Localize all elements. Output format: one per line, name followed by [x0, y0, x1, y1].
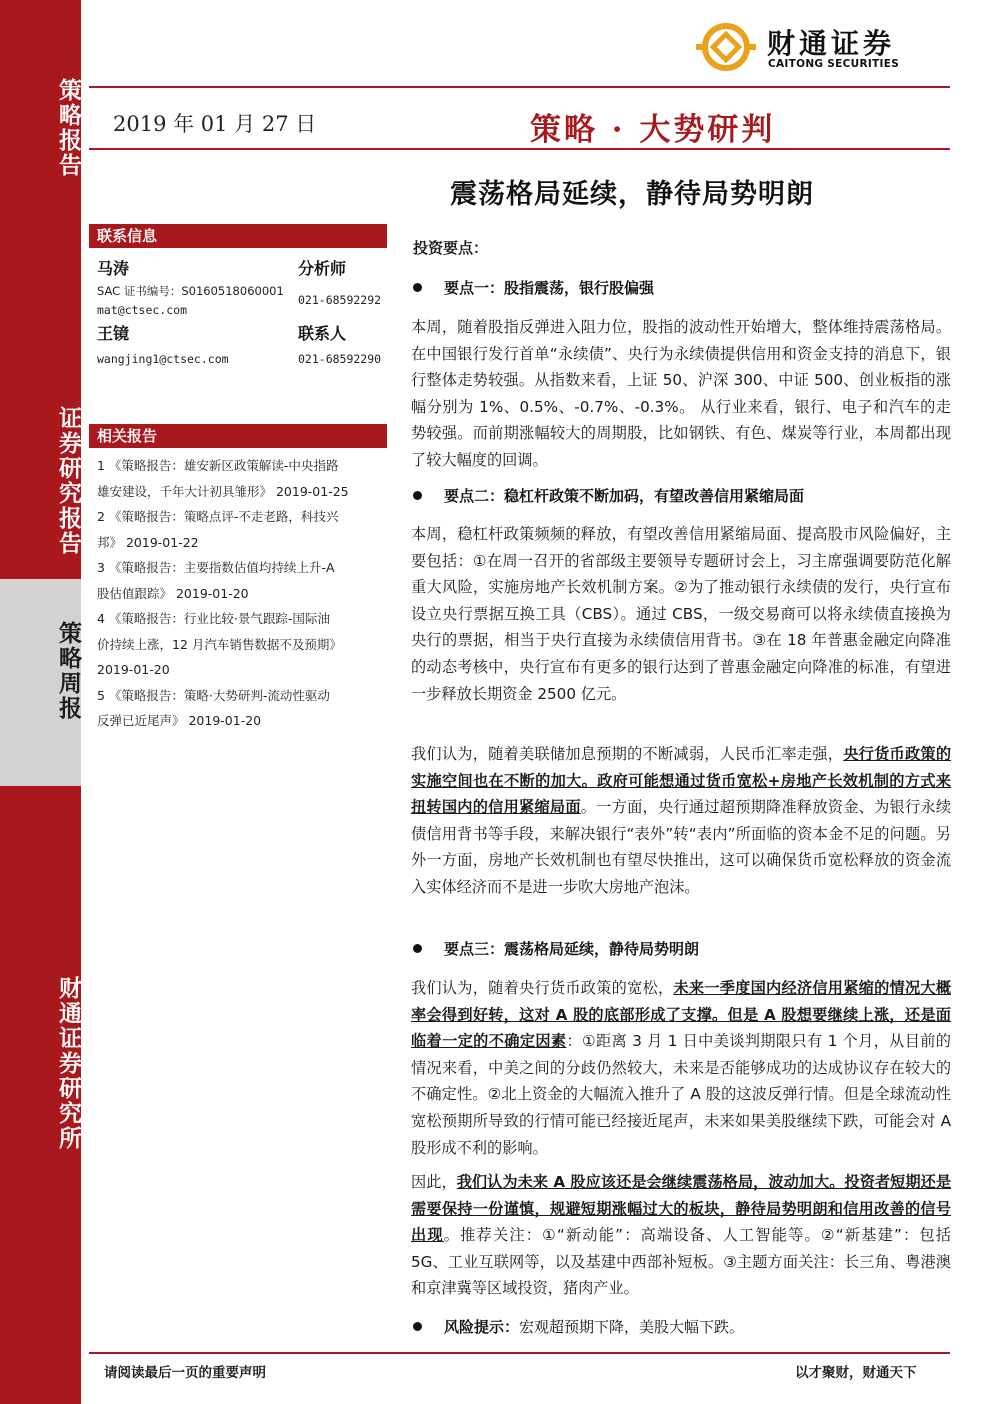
- risk-warning: [413, 1316, 744, 1337]
- report-title: 震荡格局延续，静待局势明朗: [450, 179, 814, 210]
- point-2-text: 本周，稳杠杆政策频频的释放，有望改善信用紧缩局面、提高股市风险偏好，主要包括：①在周一召开的省部级主要领导专题研讨会上，习主席强调要防范化解重大风险，实施房地产长效机制方案。②为了推动银行永续债的发行，央行宣布设立央行票据互换工具（CBS）。通过 CBS，一级交易商可以将永续债直接换为央行的票据，相当于央行直接为永续债信用背书。③在 18 年普惠金融定向降准的动态考核中，央行宣布有更多的银行达到了普惠金融定向降准的标准，有望进一步释放长期资金 2500 亿元。: [411, 525, 951, 703]
- logo-emblem-icon: [694, 22, 758, 72]
- sidebar-label-report-type: 策略报告: [55, 78, 82, 178]
- related-report-list: [97, 453, 387, 734]
- bullet-icon: [413, 1322, 422, 1331]
- logo-text-cn: 财通证券: [767, 27, 896, 60]
- sidebar-label-institute: 财通证券研究所: [55, 976, 82, 1151]
- report-category: 策略 · 大势研判: [530, 112, 776, 148]
- sidebar-block-securities: [0, 406, 81, 579]
- point-3-conclusion-emphasis: 我们认为未来 A 股应该还是会继续震荡格局，波动加大。投资者短期还是需要保持一份谨慎，规避短期涨幅过大的板块，静待局势明朗和信用改善的信号出现: [411, 1173, 952, 1245]
- related-report-line[interactable]: 价持续上涨，12 月汽车销售数据不及预期》: [97, 636, 342, 652]
- point-3-heading: 要点三：震荡格局延续，静待局势明朗: [413, 938, 699, 959]
- logo-text-en: CAITONG SECURITIES: [768, 58, 900, 70]
- related-report-line[interactable]: 2 《策略报告：策略点评-不走老路，科技兴: [97, 509, 339, 524]
- footer-disclaimer: 请阅读最后一页的重要声明: [104, 1365, 266, 1381]
- contact-role-1: 分析师: [298, 259, 347, 278]
- contact-phone-1: 021-68592292: [298, 293, 382, 307]
- related-report-line[interactable]: 2019-01-20: [97, 662, 170, 677]
- related-report-line[interactable]: 4 《策略报告：行业比较·景气跟踪-国际油: [97, 611, 330, 626]
- related-report-line[interactable]: 5 《策略报告：策略·大势研判-流动性驱动: [97, 687, 330, 703]
- contact-name-2: 王镜: [97, 324, 130, 343]
- risk-label: 风险提示：: [444, 1318, 520, 1336]
- sidebar-block-weekly: [0, 579, 81, 786]
- sidebar-label-weekly: 策略周报: [55, 621, 82, 721]
- contact-email-1[interactable]: mat@ctsec.com: [97, 303, 188, 317]
- related-report-line[interactable]: 3 《策略报告：主要指数估值均持续上升-A: [97, 560, 335, 575]
- sidebar-block-report-type: [0, 0, 81, 406]
- risk-text: 宏观超预期下降，美股大幅下跌。: [519, 1318, 745, 1336]
- contact-role-2: 联系人: [298, 324, 347, 343]
- footer-slogan: 以才聚财，财通天下: [795, 1365, 917, 1381]
- related-report-line[interactable]: 1 《策略报告：雄安新区政策解读-中央指路: [97, 458, 339, 473]
- point-2-emphasis: 央行货币政策的实施空间也在不断的加大。政府可能想通过货币宽松+房地产长效机制的方式来扭转国内的信用紧缩局面: [411, 745, 952, 817]
- point-1-text: 本周，随着股指反弹进入阻力位，股指的波动性开始增大，整体维持震荡格局。在中国银行发行首单“永续债”、央行为永续债提供信用和资金支持的消息下，银行整体走势较强。从指数来看，上证 50、沪深 300、中证 500、创业板指的涨幅分别为 1%、0.5%、-0.7%、-0.3%。 从行业来看，银行、电子和汽车的走势较强。而前期涨幅较大的周期股，比如钢铁、有色、煤炭等行业，本周都出现了较大幅度的回调。: [411, 318, 951, 469]
- related-report-line[interactable]: 雄安建设，千年大计初具雏形》 2019-01-25: [97, 483, 349, 499]
- point-3-emphasis: 未来一季度国内经济信用紧缩的情况大概率会得到好转，这对 A 股的底部形成了支撑。但是 A 股想要继续上涨，还是面临着一定的不确定因素: [411, 979, 952, 1051]
- bullet-icon: [413, 491, 422, 500]
- related-heading: 相关报告: [89, 424, 387, 448]
- contact-phone-2: 021-68592290: [298, 352, 382, 366]
- related-report-line[interactable]: 反弹已近尾声》 2019-01-20: [97, 713, 262, 728]
- sidebar-block-institute: [0, 786, 81, 1404]
- related-report-line[interactable]: 邦》 2019-01-22: [97, 534, 199, 550]
- report-date: 2019 年 01 月 27 日: [113, 112, 317, 136]
- invest-points-heading: 投资要点：: [413, 239, 489, 257]
- point-3-analysis: 我们认为，随着央行货币政策的宽松，未来一季度国内经济信用紧缩的情况大概率会得到好转，这对 A 股的底部形成了支撑。但是 A 股想要继续上涨，还是面临着一定的不确定因素：①距离 3 月 1 日中美谈判期限只有 1 个月，从目前的情况来看，中美之间的分歧仍然较大，未来是否能够成功的达成协议存在较大的不确定性。②北上资金的大幅流入推升了 A 股的这波反弹行情。但是全球流动性宽松预期所导致的行情可能已经接近尾声，未来如果美股继续下跌，可能会对 A 股形成不利的影响。: [411, 979, 952, 1157]
- point-2-heading: 要点二：稳杠杆政策不断加码，有望改善信用紧缩局面: [413, 485, 804, 506]
- contact-email-2[interactable]: wangjing1@ctsec.com: [97, 352, 229, 366]
- contact-name-1: 马涛: [97, 259, 130, 278]
- contact-cert-1: SAC 证书编号：S0160518060001: [97, 284, 284, 298]
- contact-heading: 联系信息: [89, 224, 387, 248]
- point-2-analysis: 我们认为，随着美联储加息预期的不断减弱，人民币汇率走强，央行货币政策的实施空间也在不断的加大。政府可能想通过货币宽松+房地产长效机制的方式来扭转国内的信用紧缩局面。一方面，央行通过超预期降准释放资金、为银行永续债信用背书等手段，来解决银行“表外”转“表内”所面临的资本金不足的问题。另外一方面，房地产长效机制也有望尽快推出，这可以确保货币宽松释放的资金流入实体经济而不是进一步吹大房地产泡沫。: [411, 745, 952, 896]
- point-3-conclusion: 因此，我们认为未来 A 股应该还是会继续震荡格局，波动加大。投资者短期还是需要保持一份谨慎，规避短期涨幅过大的板块，静待局势明朗和信用改善的信号出现。推荐关注：①“新动能”：高端设备、人工智能等。②“新基建”：包括 5G、工业互联网等，以及基建中西部补短板。③主题方面关注：长三角、粤港澳和京津冀等区域投资，猪肉产业。: [411, 1173, 952, 1298]
- point-1-heading: 要点一：股指震荡，银行股偏强: [413, 277, 654, 298]
- related-report-line[interactable]: 股估值跟踪》 2019-01-20: [97, 585, 249, 601]
- bullet-icon: [413, 944, 422, 953]
- sidebar-label-securities: 证券研究报告: [55, 406, 82, 556]
- company-logo: [694, 22, 934, 72]
- footer-rule: [89, 1352, 950, 1354]
- header-rule-top: [89, 86, 950, 88]
- bullet-icon: [413, 283, 422, 292]
